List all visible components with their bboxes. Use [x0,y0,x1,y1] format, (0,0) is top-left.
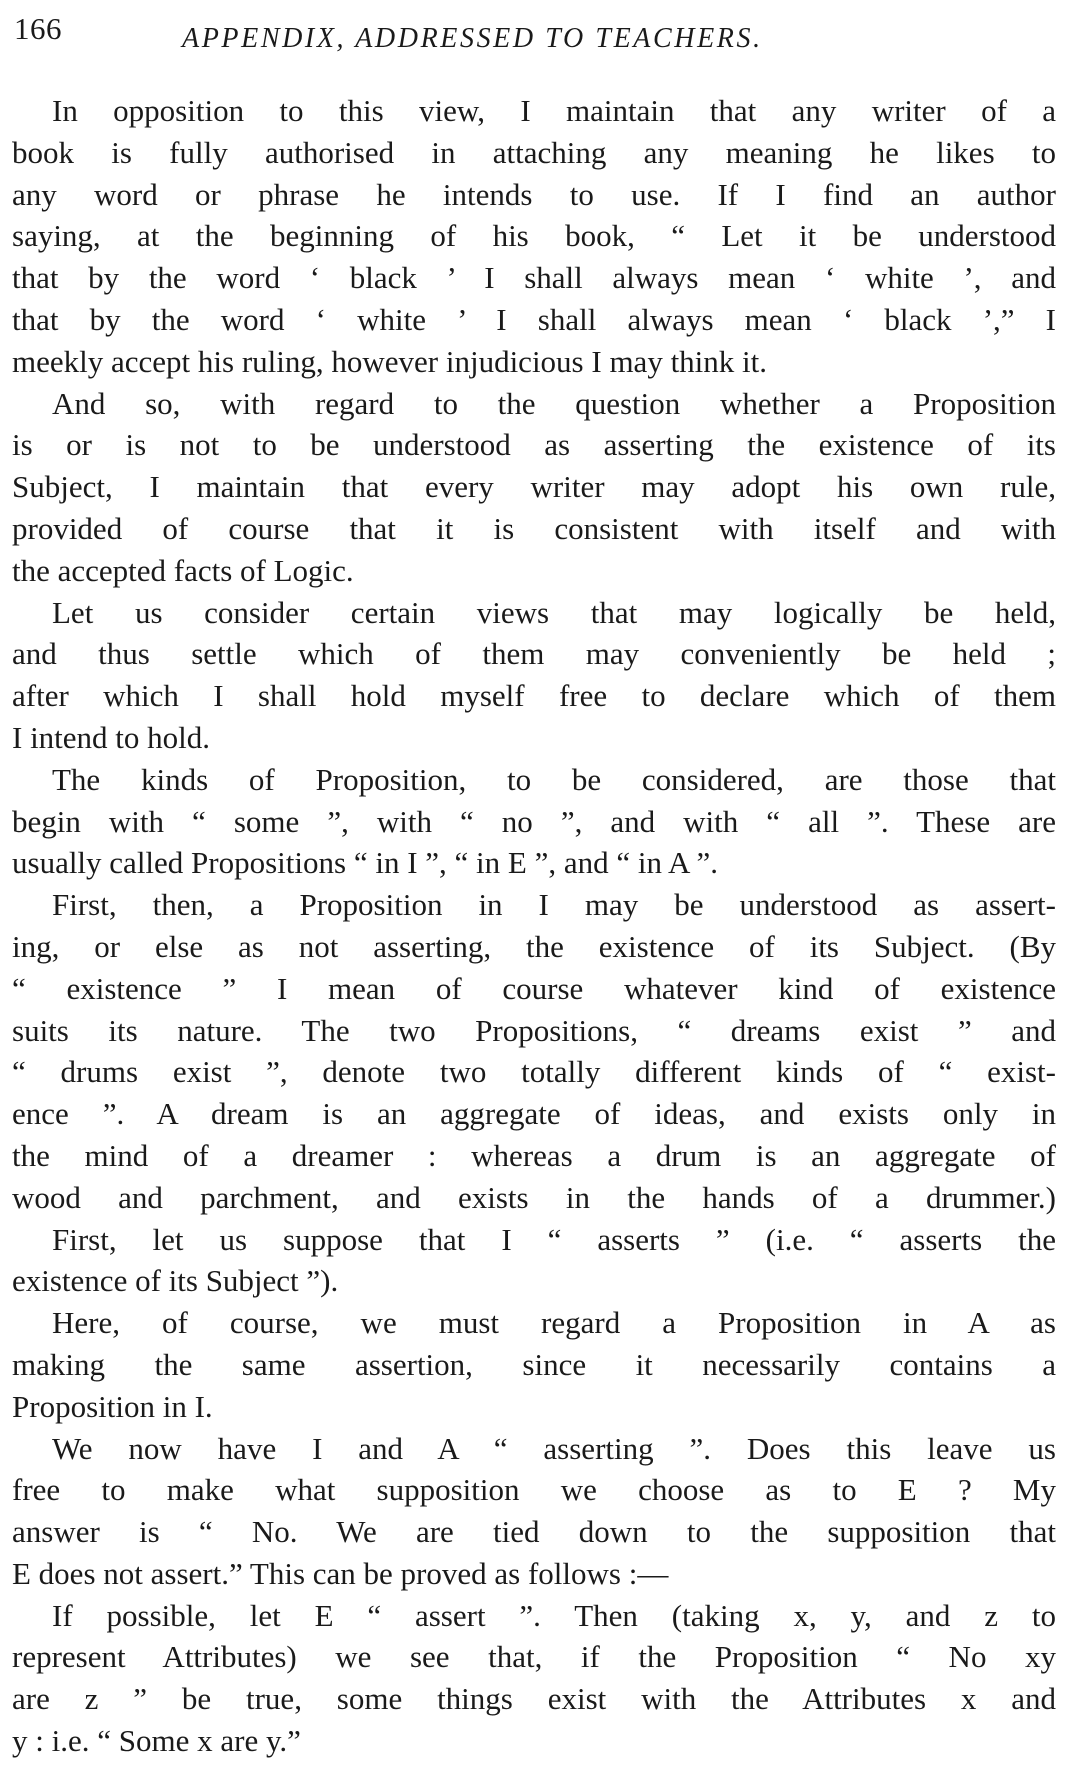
text-line: suits its nature. The two Propositions, “ dreams exist ” and [12,1012,1056,1048]
text-line: ence ”. A dream is an aggregate of ideas, and exists only in [12,1096,1056,1132]
text-line: answer is “ No. We are tied down to the supposition that [12,1514,1056,1550]
text-line: usually called Propositions “ in I ”, “ in E ”, and “ in A ”. [12,845,718,881]
text-line: First, let us suppose that I “ asserts ” (i.e. “ asserts the [52,1221,1056,1257]
text-line: Let us consider certain views that may logically be held, [52,594,1056,630]
page-number: 166 [14,11,62,46]
text-line: represent Attributes) we see that, if the Proposition “ No xy [12,1639,1056,1675]
text-line: y : i.e. “ Some x are y.” [12,1723,301,1759]
text-line: existence of its Subject ”). [12,1263,339,1299]
text-line: are z ” be true, some things exist with the Attributes x and [12,1681,1056,1717]
text-line: And so, with regard to the question whether a Proposition [52,385,1056,421]
text-line: Proposition in I. [12,1388,213,1424]
text-line: ing, or else as not asserting, the existence of its Subject. (By [12,928,1056,964]
text-line: meekly accept his ruling, however injudicious I may think it. [12,343,768,379]
text-line: the accepted facts of Logic. [12,552,354,588]
text-line: In opposition to this view, I maintain that any writer of a [52,93,1056,128]
running-title: APPENDIX, ADDRESSED TO TEACHERS. [182,23,763,54]
text-line: wood and parchment, and exists in the hands of a drummer.) [12,1179,1056,1215]
text-line: that by the word ‘ white ’ I shall always mean ‘ black ’,” I [12,301,1056,337]
text-line: that by the word ‘ black ’ I shall always mean ‘ white ’, and [12,260,1056,296]
text-line: The kinds of Proposition, to be considered, are those that [52,761,1056,797]
text-line: We now have I and A “ asserting ”. Does this leave us [52,1430,1056,1466]
text-line: is or is not to be understood as asserting the existence of its [12,427,1056,463]
text-line: provided of course that it is consistent with itself and with [12,510,1056,546]
text-line: begin with “ some ”, with “ no ”, and with “ all ”. These are [12,803,1056,839]
text-line: E does not assert.” This can be proved as follows :— [12,1555,669,1591]
text-line: I intend to hold. [12,719,211,755]
text-line: book is fully authorised in attaching any meaning he likes to [12,134,1056,170]
body-text [12,90,1056,1762]
text-line: “ drums exist ”, denote two totally different kinds of “ exist- [12,1054,1056,1090]
text-line: any word or phrase he intends to use. If I find an author [12,176,1056,212]
text-line: free to make what supposition we choose as to E ? My [12,1472,1056,1508]
text-line: making the same assertion, since it necessarily contains a [12,1346,1056,1382]
text-line: the mind of a dreamer : whereas a drum is an aggregate of [12,1137,1056,1173]
page-header [14,12,1054,58]
text-line: after which I shall hold myself free to declare which of them [12,678,1056,714]
text-line: “ existence ” I mean of course whatever kind of existence [12,970,1056,1006]
text-line: Here, of course, we must regard a Proposition in A as [52,1305,1056,1341]
text-line: and thus settle which of them may conveniently be held ; [12,636,1056,672]
text-line: Subject, I maintain that every writer may adopt his own rule, [12,469,1056,505]
text-line: If possible, let E “ assert ”. Then (taking x, y, and z to [52,1597,1056,1633]
text-line: First, then, a Proposition in I may be understood as assert- [52,887,1056,923]
text-line: saying, at the beginning of his book, “ Let it be understood [12,218,1056,254]
